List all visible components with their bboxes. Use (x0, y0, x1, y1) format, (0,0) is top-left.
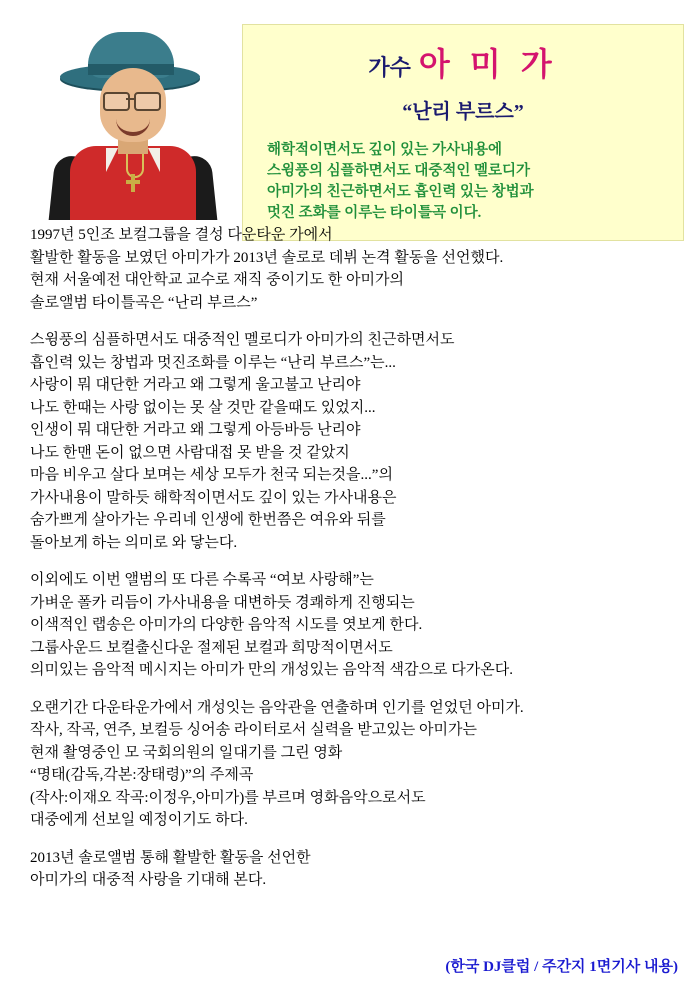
paragraph (30, 569, 680, 682)
header (0, 0, 700, 222)
glasses-right-icon (134, 92, 161, 111)
text-line: 돌아보게 하는 의미로 와 닿는다. (30, 534, 238, 551)
paragraph (30, 329, 680, 554)
blurb-line: 멋진 조화를 이루는 타이틀곡 이다. (267, 205, 482, 222)
artist-photo (22, 18, 242, 218)
text-line: 마음 비우고 살다 보며는 세상 모두가 천국 되는것을...”의 (30, 467, 393, 483)
collar-left-shape (106, 148, 118, 172)
text-line: 흡인력 있는 창법과 멋진조화를 이루는 “난리 부르스”는... (30, 354, 396, 371)
text-line: 이외에도 이번 앨범의 또 다른 수록곡 “여보 사랑해”는 (30, 572, 374, 588)
text-line: 2013년 솔로앨범 통해 활발한 활동을 선언한 (30, 849, 311, 866)
text-line: 사랑이 뭐 대단한 거라고 왜 그렇게 울고불고 난리야 (30, 377, 361, 393)
text-line: 인생이 뭐 대단한 거라고 왜 그렇게 아등바등 난리야 (30, 422, 361, 438)
text-line: 현재 서울예전 대안학교 교수로 재직 중이기도 한 아미가의 (30, 272, 405, 288)
text-line: 나도 한맨 돈이 없으면 사람대접 못 받을 것 같았지 (30, 444, 350, 461)
article-body (0, 210, 700, 892)
text-line: 현재 촬영중인 모 국회의원의 일대기를 그린 영화 (30, 744, 343, 761)
blurb-line: 스윙풍의 심플하면서도 대중적인 멜로디가 (267, 163, 530, 180)
text-line: 의미있는 음악적 메시지는 아미가 만의 개성있는 음악적 색감으로 다가온다. (30, 662, 513, 678)
text-line: 아미가의 대중적 사랑을 기대해 본다. (30, 872, 267, 888)
text-line: 숨가쁘게 살아가는 우리네 인생에 한번쯤은 여유와 뒤를 (30, 512, 386, 528)
paragraph (30, 847, 680, 892)
text-line: 작사, 작곡, 연주, 보컬등 싱어송 라이터로서 실력을 받고있는 아미가는 (30, 722, 477, 738)
text-line: 나도 한때는 사랑 없이는 못 살 것만 같을때도 있었지... (30, 399, 376, 416)
song-subtitle: “난리 부르스” (402, 101, 524, 123)
text-line: 가벼운 폴카 리듬이 가사내용을 대변하듯 경쾌하게 진행되는 (30, 594, 415, 611)
necklace-shape (126, 154, 144, 178)
text-line: 가사내용이 말하듯 해학적이면서도 깊이 있는 가사내용은 (30, 489, 397, 506)
source-credit: (한국 DJ클럽 / 주간지 1면기사 내용) (445, 959, 678, 975)
title-prefix: 가수 (368, 55, 411, 80)
text-line: 이색적인 랩송은 아미가의 다양한 음악적 시도를 엿보게 한다. (30, 617, 423, 633)
title-card (242, 24, 684, 241)
title-line (253, 39, 673, 85)
glasses-bridge-shape (126, 98, 136, 100)
glasses-left-icon (103, 92, 130, 111)
text-line: 그룹사운드 보컬출신다운 절제된 보컬과 희망적이면서도 (30, 639, 393, 656)
text-line: 오랜기간 다운타운가에서 개성잇는 음악관을 연출하며 인기를 얻었던 아미가. (30, 699, 524, 716)
collar-right-shape (148, 148, 160, 172)
paragraph (30, 697, 680, 832)
artist-name: 아 미 가 (418, 46, 558, 82)
text-line: 활발한 활동을 보였던 아미가가 2013년 솔로로 데뷔 논격 활동을 선언했다. (30, 249, 504, 266)
text-line: 1997년 5인조 보컬그룹을 결성 다운타운 가에서 (30, 227, 333, 243)
cross-pendant-bar (126, 180, 140, 184)
blurb-line: 아미가의 친근하면서도 흡인력 있는 창법과 (267, 184, 534, 201)
text-line: 솔로앨범 타이틀곡은 “난리 부르스” (30, 294, 258, 311)
text-line: 스윙풍의 심플하면서도 대중적인 멜로디가 아미가의 친근하면서도 (30, 332, 455, 348)
blurb-line: 해학적이면서도 깊이 있는 가사내용에 (267, 142, 502, 158)
text-line: (작사:이재오 작곡:이정우,아미가)를 부르며 영화음악으로서도 (30, 789, 426, 806)
text-line: 대중에게 선보일 예정이기도 하다. (30, 812, 248, 828)
header-blurb (253, 140, 673, 224)
text-line: “명태(감독,각본:장태령)”의 주제곡 (30, 767, 254, 783)
portrait-illustration (30, 24, 235, 220)
